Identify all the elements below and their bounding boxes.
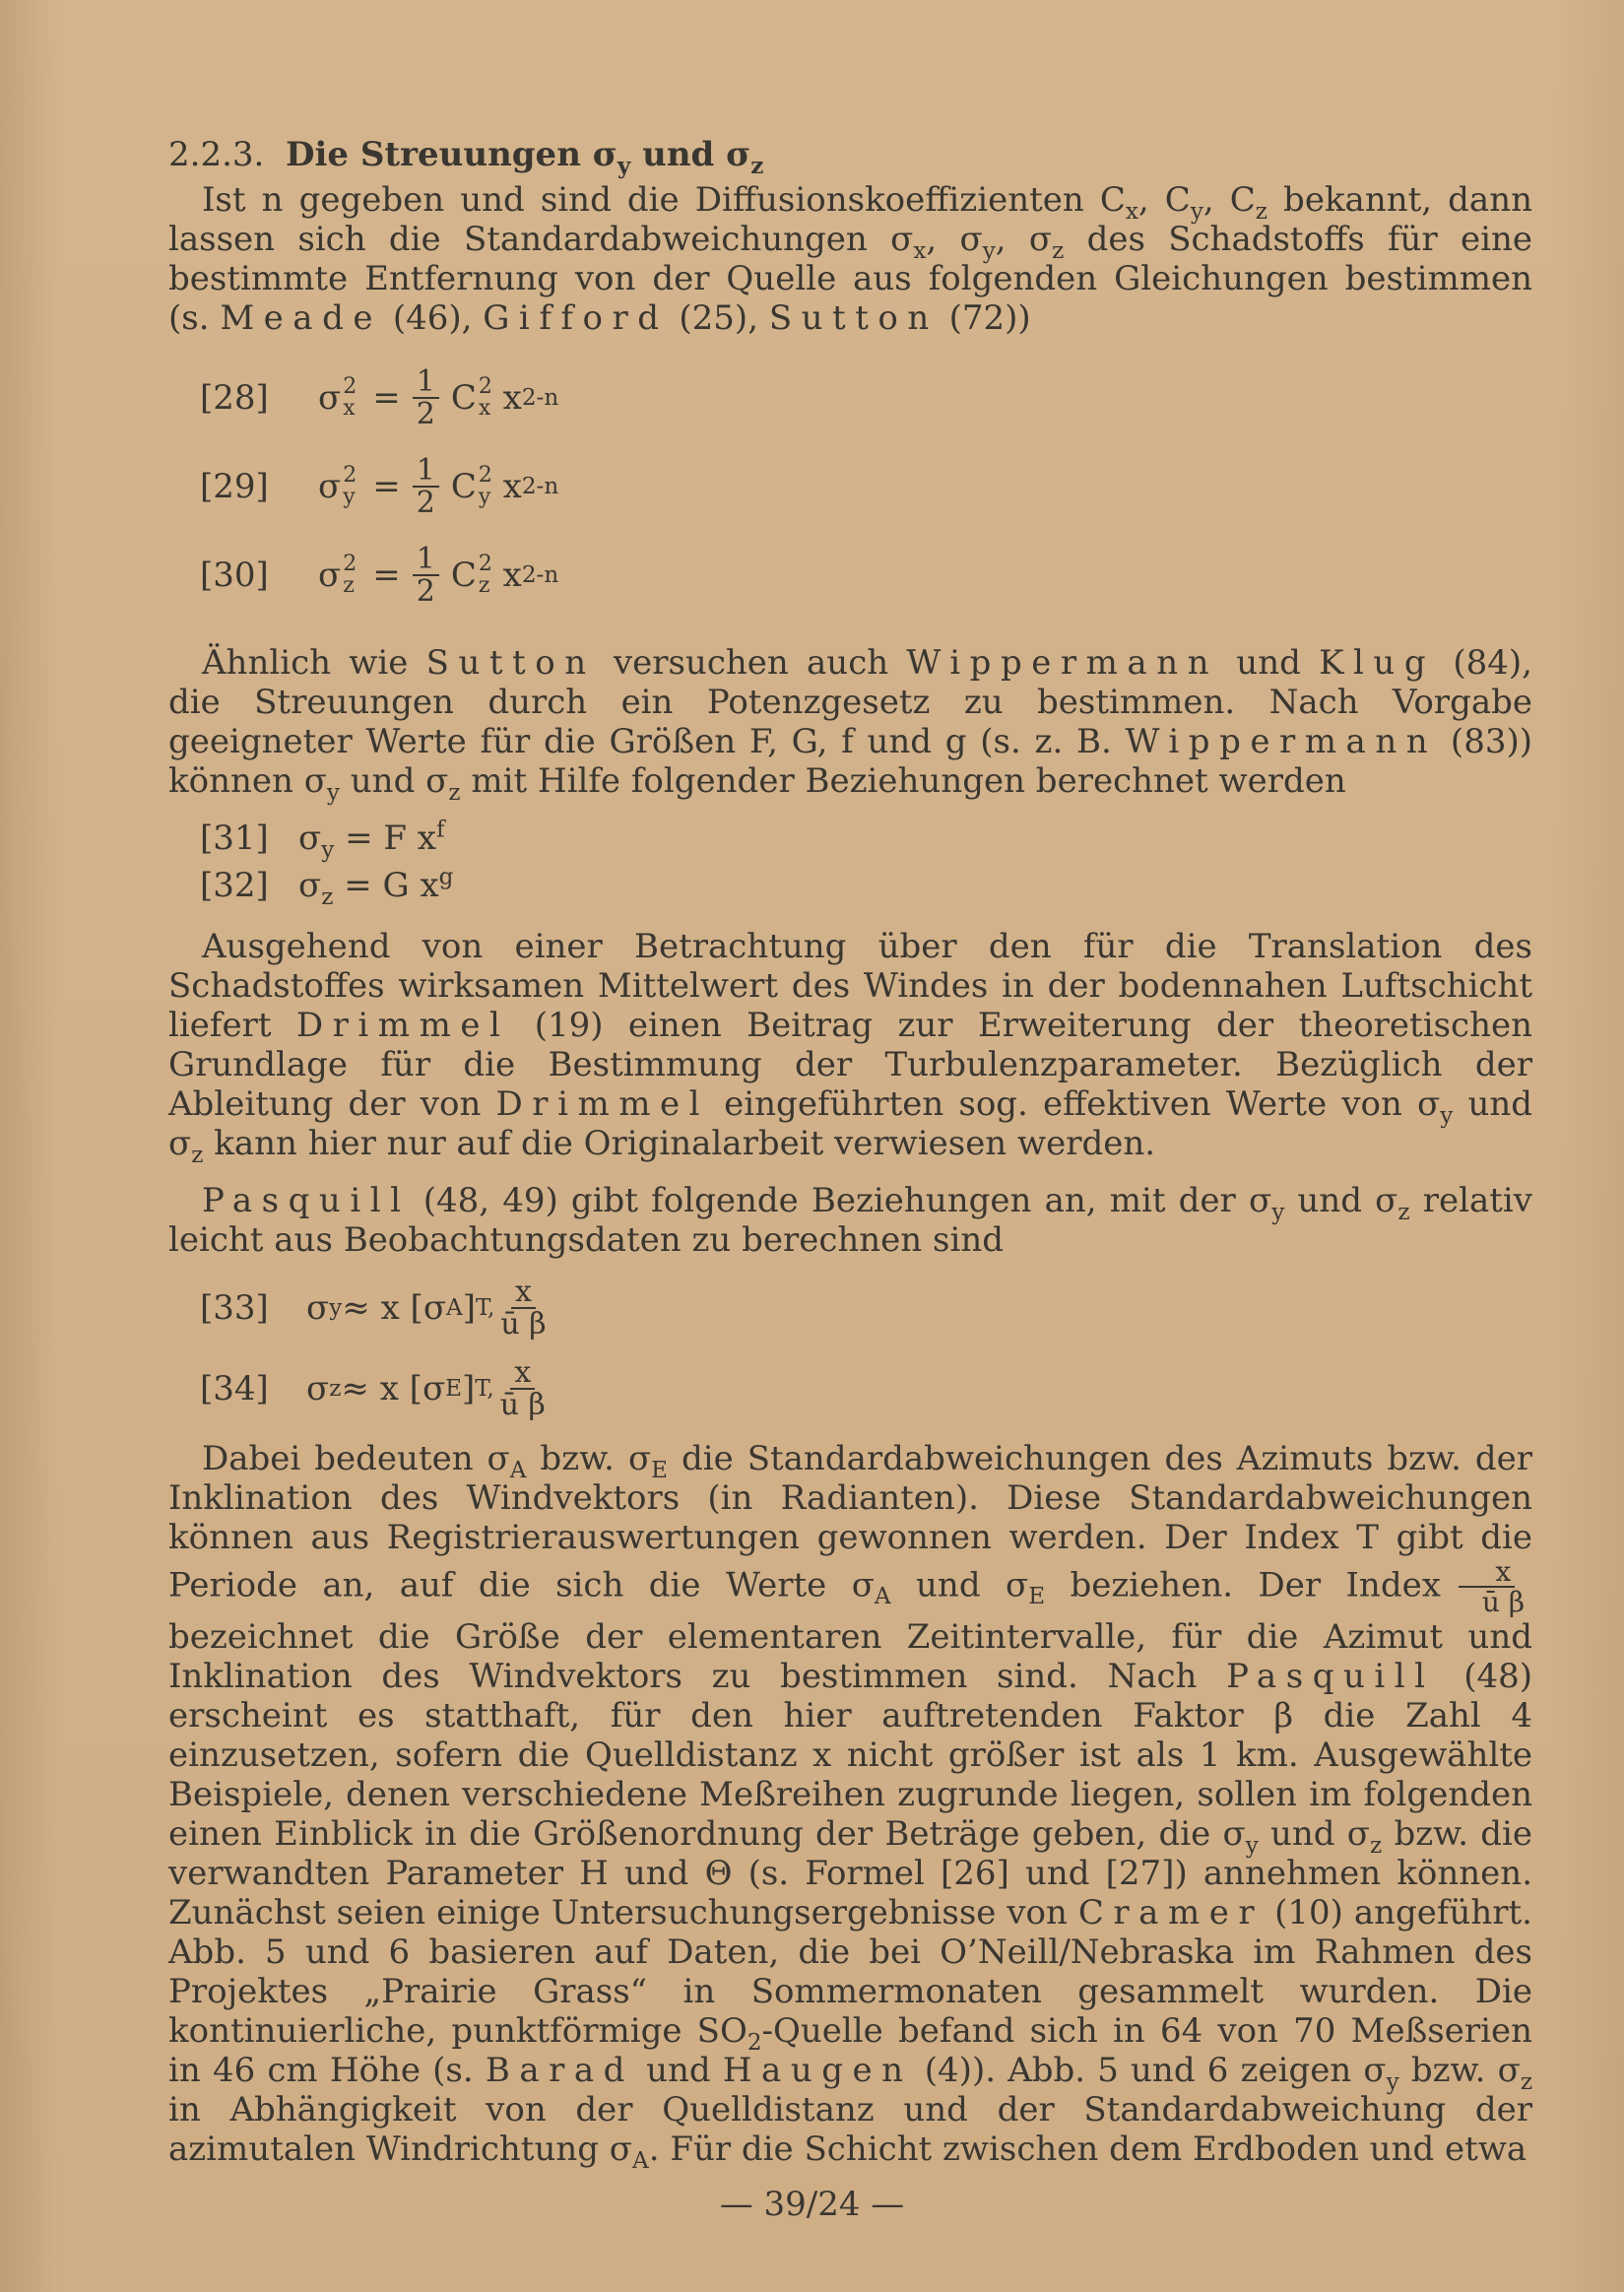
paragraph-4: Pasquill (48, 49) gibt folgende Beziehungen an, mit der $\sigma_y$ und $\sigma_z$ relativ leicht aus Beobachtungsdaten zu berechnen sind [168,1181,1532,1260]
equation-34: [34] σ z ≈ x [σ E ] T, $\frac{x}{\text{ū β}}$ [200,1354,546,1422]
page-number: — 39/24 — [719,2185,905,2224]
author-ref: Meade [220,298,383,338]
author-ref: Gifford [483,298,669,338]
author-ref: Drimmel [495,1084,710,1124]
paragraph-1: Ist n gegeben und sind die Diffusionskoeffizienten $C_x$, $C_y$, $C_z$ bekannt, dann lassen sich die Standardabweichungen $\sigma_x$, $\sigma_y$, $\sigma_z$ des Schadstoffs für eine bestimmte Entfernung von der Quelle aus folgenden Gleichungen bestimmen (s. Meade (46), Gifford (25), Sutton (72)) [168,180,1533,338]
paragraph-5: Dabei bedeuten $\sigma_A$ bzw. $\sigma_E$ die Standardabweichungen des Azimuts bzw. der Inklination des Windvektors (in Radianten). Diese Standardabweichungen können aus Registrierauswertungen gewonnen werden. Der Index T gibt die Periode an, auf die sich die Werte $\sigma_A$ und $\sigma_E$ beziehen. Der Index $\frac{x}{\text{ū β}}$ bezeichnet die Größe der elementaren Zeitintervalle, für die Azimut und Inklination des Windvektors zu bestimmen sind. Nach Pasquill (48) erscheint es statthaft, für den hier auftretenden Faktor β die Zahl 4 einzusetzen, sofern die Quelldistanz x nicht größer ist als 1 km. Ausgewählte Beispiele, denen verschiedene Meßreihen zugrunde liegen, sollen im folgenden einen Einblick in die Größenordnung der Beträge geben, die $\sigma_y$ und $\sigma_z$ bzw. die verwandten Parameter H und Θ (s. Formel [26] und [27]) annehmen können. Zunächst seien einige Untersuchungsergebnisse von Cramer (10) angeführt. Abb. 5 und 6 basieren auf Daten, die bei O’Neill/Nebraska im Rahmen des Projektes „Prairie Grass“ in Sommermonaten gesammelt wurden. Die kontinuierliche, punktförmige $SO_2$-Quelle befand sich in 64 von 70 Meßserien in 46 cm Höhe (s. Barad und Haugen (4)). Abb. 5 und 6 zeigen $\sigma_y$ bzw. $\sigma_z$ in Abhängigkeit von der Quelldistanz und der Standardabweichung der azimutalen Windrichtung $\sigma_A$. Für die Schicht zwischen dem Erdboden und etwa [168,1439,1532,2174]
author-ref: Barad [485,2050,634,2090]
equation-29: [29] σ 2 y = $\frac{1}{2}$ C 2 y x 2-n [200,452,559,520]
author-ref: Drimmel [295,1006,510,1045]
paragraph-3: Ausgehend von einer Betrachtung über den für die Translation des Schadstoffes wirksamen Mittelwert des Windes in der bodennahen Luftschicht liefert Drimmel (19) einen Beitrag zur Erweiterung der theoretischen Grundlage für die Bestimmung der Turbulenzparameter. Bezüglich der Ableitung der von Drimmel eingeführten sog. effektiven Werte von $\sigma_y$ und $\sigma_z$ kann hier nur auf die Originalarbeit verwiesen werden. [168,927,1533,1168]
author-ref: Wippermann [1125,722,1438,761]
equation-30: [30] σ 2 z = $\frac{1}{2}$ C 2 z x 2-n [200,541,559,609]
equation-33: [33] σ y ≈ x [σ A ] T, $\frac{x}{\text{ū β}}$ [200,1274,547,1342]
author-ref: Haugen [722,2050,913,2090]
equation-31: [31] $\sigma_y = F$ $x^f$ [200,817,445,863]
page-body [168,123,1533,2174]
author-ref: Klug [1319,643,1436,683]
author-ref: Cramer [1077,1892,1265,1932]
author-ref: Sutton [425,643,596,683]
author-ref: Pasquill [1226,1656,1435,1696]
author-ref: Pasquill [202,1181,411,1220]
section-number: 2.2.3. [168,135,265,174]
paragraph-2: Ähnlich wie Sutton versuchen auch Wippermann und Klug (84), die Streuungen durch ein Potenzgesetz zu bestimmen. Nach Vorgabe geeigneter Werte für die Größen F, G, f und g (s. z. B. Wippermann (83)) können $\sigma_y$ und $\sigma_z$ mit Hilfe folgender Beziehungen berechnet werden [168,643,1532,806]
equations-28-30 [168,354,1532,620]
section-title: Die Streuungen σ [285,135,617,174]
equation-28: [28] σ 2 x = $\frac{1}{2}$ C 2 x x 2-n [200,363,559,431]
author-ref: Sutton [768,298,939,338]
equation-32: [32] $\sigma_z = G$ $x^g$ [200,864,454,910]
section-heading: 2.2.3. Die Streuungen $\sigma_y$ und $\sigma_z$ [168,135,764,179]
author-ref: Wippermann [906,643,1219,683]
